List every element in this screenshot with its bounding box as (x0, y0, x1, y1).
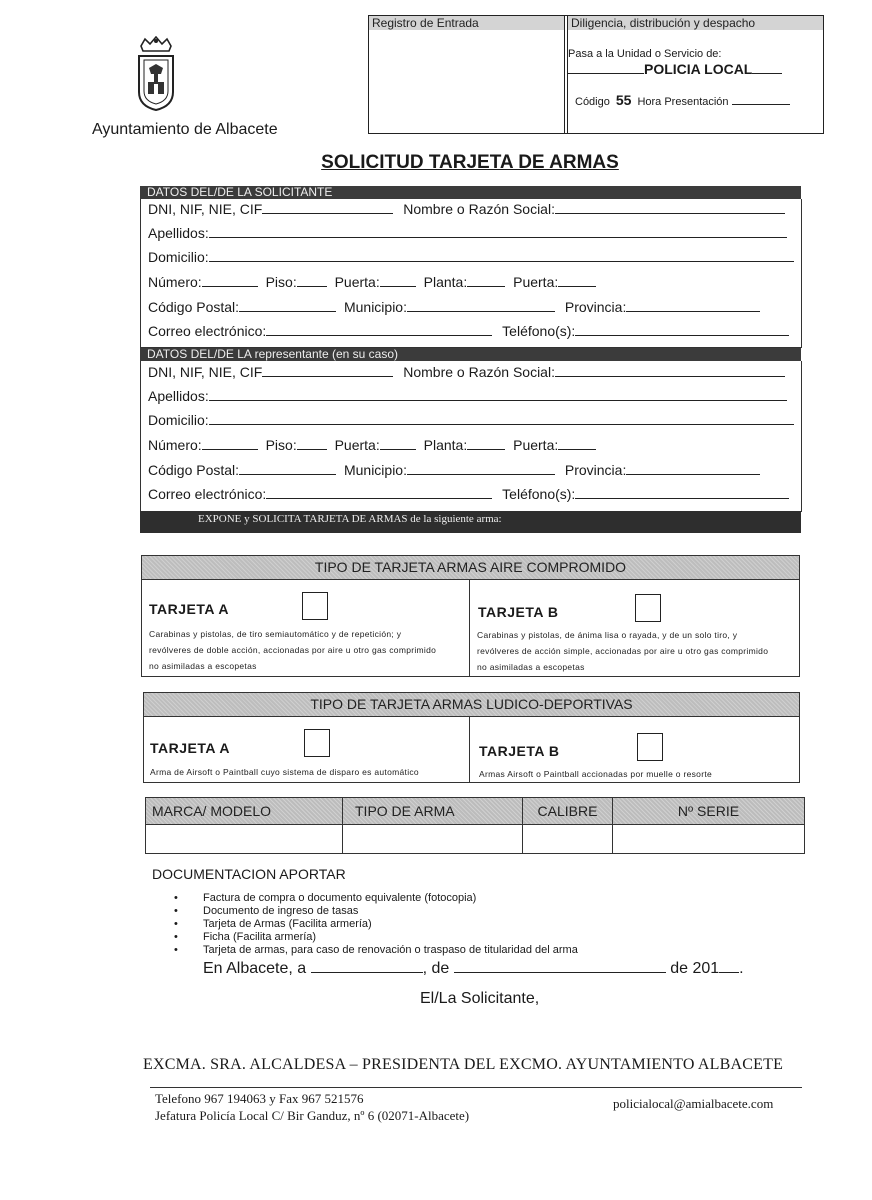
form-title: SOLICITUD TARJETA DE ARMAS (321, 152, 619, 173)
floor-label: Piso: (265, 274, 297, 290)
representative-section-bar: DATOS DEL/DE LA representante (en su caso) (140, 348, 801, 361)
ludic-card-b-description: Armas Airsoft o Paintball accionadas por muelle o resorte (479, 769, 713, 779)
level-field[interactable] (467, 274, 505, 287)
rep-door2-field[interactable] (558, 437, 596, 450)
rep-row-contact (148, 486, 789, 502)
air-card-b-checkbox[interactable] (635, 594, 661, 622)
list-item: • Factura de compra o documento equivalente (fotocopia) (174, 892, 578, 905)
ludic-card-b-checkbox[interactable] (637, 733, 663, 761)
phone-label: Teléfono(s): (502, 323, 576, 339)
of-label: , de (422, 960, 450, 977)
air-card-a-description: Carabinas y pistolas, de tiro semiautomático y de repetición; y revólveres de doble acción, accionadas por aire u otro gas comprimido no asimiladas a escopetas (149, 629, 437, 671)
year-label: de 201 (670, 960, 720, 977)
rep-email-field[interactable] (266, 486, 492, 499)
month-field[interactable] (454, 960, 666, 973)
postal-field[interactable] (239, 299, 336, 312)
rep-phone-label: Teléfono(s): (502, 486, 576, 502)
number-label: Número: (148, 274, 202, 290)
municipality-field[interactable] (407, 299, 555, 312)
list-item: • Tarjeta de Armas (Facilita armería) (174, 918, 578, 931)
applicant-row-address (148, 249, 794, 265)
rep-floor-field[interactable] (297, 437, 327, 450)
city-crest-icon (133, 36, 179, 114)
rep-municipality-label: Municipio: (343, 462, 407, 478)
air-card-a-checkbox[interactable] (302, 592, 328, 620)
rep-level-field[interactable] (467, 437, 505, 450)
air-card-b-description: Carabinas y pistolas, de ánima lisa o rayada, y de un solo tiro, y revólveres de acción simple, accionadas por aire u otro gas comprimido no asimiladas a escopetas (477, 630, 769, 672)
applicant-row-surname (148, 225, 787, 241)
code-row (575, 92, 790, 108)
code-label: Código (575, 96, 610, 108)
rep-dni-field[interactable] (262, 364, 393, 377)
postal-label: Código Postal: (148, 299, 240, 315)
registry-entry-label: Registro de Entrada (369, 16, 564, 30)
rep-email-label: Correo electrónico: (148, 486, 267, 502)
name-label: Nombre o Razón Social: (403, 201, 555, 217)
dispatch-label: Diligencia, distribución y despacho (568, 16, 823, 30)
rep-door-label: Puerta: (334, 437, 380, 453)
footer-phone: Telefono 967 194063 y Fax 967 521576 (155, 1091, 364, 1106)
signature-place-row: En Albacete, a , de de 201 . (203, 960, 744, 977)
weapon-type-header: TIPO DE ARMA (343, 798, 534, 825)
floor-field[interactable] (297, 274, 327, 287)
door-field[interactable] (380, 274, 416, 287)
rep-name-label: Nombre o Razón Social: (403, 364, 555, 380)
province-label: Provincia: (564, 299, 627, 315)
air-card-header: TIPO DE TARJETA ARMAS AIRE COMPROMIDO (141, 555, 800, 580)
footer-address: Jefatura Policía Local C/ Bir Ganduz, nº 6 (02071-Albacete) (155, 1108, 470, 1123)
brand-model-cell[interactable] (146, 825, 342, 853)
documentation-list (174, 892, 578, 957)
list-item: • Tarjeta de armas, para caso de renovación o traspaso de titularidad del arma (174, 944, 578, 957)
rep-province-field[interactable] (626, 462, 760, 475)
unit-value: POLICIA LOCAL (644, 61, 753, 77)
weapon-table (145, 797, 805, 854)
weapon-type-cell[interactable] (343, 825, 522, 853)
signer-label: El/La Solicitante, (420, 990, 540, 1007)
year-field[interactable] (719, 960, 739, 973)
door2-label: Puerta: (513, 274, 559, 290)
day-field[interactable] (311, 960, 423, 973)
ludic-card-a-checkbox[interactable] (304, 729, 330, 757)
rep-row-surname (148, 388, 787, 404)
rep-row-address (148, 412, 794, 428)
surname-field[interactable] (209, 225, 787, 238)
rep-door-field[interactable] (380, 437, 416, 450)
ludic-card-a-title: TARJETA A (150, 740, 230, 756)
caliber-header: CALIBRE (523, 798, 612, 825)
municipality-label: Municipio: (343, 299, 407, 315)
address-label: Domicilio: (148, 249, 209, 265)
rep-postal-label: Código Postal: (148, 462, 240, 478)
list-item: • Documento de ingreso de tasas (174, 905, 578, 918)
email-label: Correo electrónico: (148, 323, 267, 339)
rep-dni-label: DNI, NIF, NIE, CIF (148, 364, 263, 380)
rep-row-postal (148, 462, 760, 478)
rep-row-id (148, 364, 785, 380)
time-label: Hora Presentación (637, 96, 729, 108)
place-label: En Albacete, a (203, 960, 307, 977)
footer-email: policialocal@amialbacete.com (613, 1096, 774, 1111)
list-item: • Ficha (Facilita armería) (174, 931, 578, 944)
ludic-card-a-description: Arma de Airsoft o Paintball cuyo sistema de disparo es automático (150, 767, 419, 777)
rep-surname-field[interactable] (209, 388, 787, 401)
name-field[interactable] (555, 201, 785, 214)
number-field[interactable] (202, 274, 258, 287)
phone-field[interactable] (575, 323, 789, 336)
rep-level-label: Planta: (423, 437, 468, 453)
code-value: 55 (615, 92, 632, 108)
door2-field[interactable] (558, 274, 596, 287)
rep-address-field[interactable] (209, 412, 794, 425)
applicant-row-number (148, 274, 596, 290)
addressee: EXCMA. SRA. ALCALDESA – PRESIDENTA DEL EXCMO. AYUNTAMIENTO ALBACETE (143, 1056, 784, 1073)
applicant-section-bar: DATOS DEL/DE LA SOLICITANTE (140, 186, 801, 199)
applicant-row-contact (148, 323, 789, 339)
applicant-row-postal (148, 299, 760, 315)
air-card-b-title: TARJETA B (478, 604, 559, 620)
ludic-card-b-title: TARJETA B (479, 743, 560, 759)
rep-surname-label: Apellidos: (148, 388, 209, 404)
applicant-row-id (148, 201, 785, 217)
rep-address-label: Domicilio: (148, 412, 209, 428)
rep-floor-label: Piso: (265, 437, 297, 453)
dni-field[interactable] (262, 201, 393, 214)
air-card-a-title: TARJETA A (149, 601, 229, 617)
footer-divider (150, 1087, 802, 1088)
serial-header: Nº SERIE (613, 798, 804, 825)
time-field[interactable] (732, 94, 790, 105)
rep-row-number (148, 437, 596, 453)
level-label: Planta: (423, 274, 468, 290)
documentation-heading: DOCUMENTACION APORTAR (152, 866, 346, 882)
unit-field (568, 61, 782, 77)
caliber-cell[interactable] (523, 825, 612, 853)
serial-cell[interactable] (613, 825, 804, 853)
rep-number-field[interactable] (202, 437, 258, 450)
ludic-card-header: TIPO DE TARJETA ARMAS LUDICO-DEPORTIVAS (143, 692, 800, 717)
rep-municipality-field[interactable] (407, 462, 555, 475)
dni-label: DNI, NIF, NIE, CIF (148, 201, 263, 217)
door-label: Puerta: (334, 274, 380, 290)
brand-model-header: MARCA/ MODELO (146, 798, 348, 825)
city-name: Ayuntamiento de Albacete (92, 121, 278, 138)
rep-number-label: Número: (148, 437, 202, 453)
rep-door2-label: Puerta: (513, 437, 559, 453)
email-field[interactable] (266, 323, 492, 336)
expone-bar: EXPONE y SOLICITA TARJETA DE ARMAS de la siguiente arma: (140, 511, 801, 533)
pass-to-label: Pasa a la Unidad o Servicio de: (568, 48, 722, 60)
rep-province-label: Provincia: (564, 462, 627, 478)
province-field[interactable] (626, 299, 760, 312)
rep-postal-field[interactable] (239, 462, 336, 475)
rep-phone-field[interactable] (575, 486, 789, 499)
rep-name-field[interactable] (555, 364, 785, 377)
surname-label: Apellidos: (148, 225, 209, 241)
address-field[interactable] (209, 249, 794, 262)
